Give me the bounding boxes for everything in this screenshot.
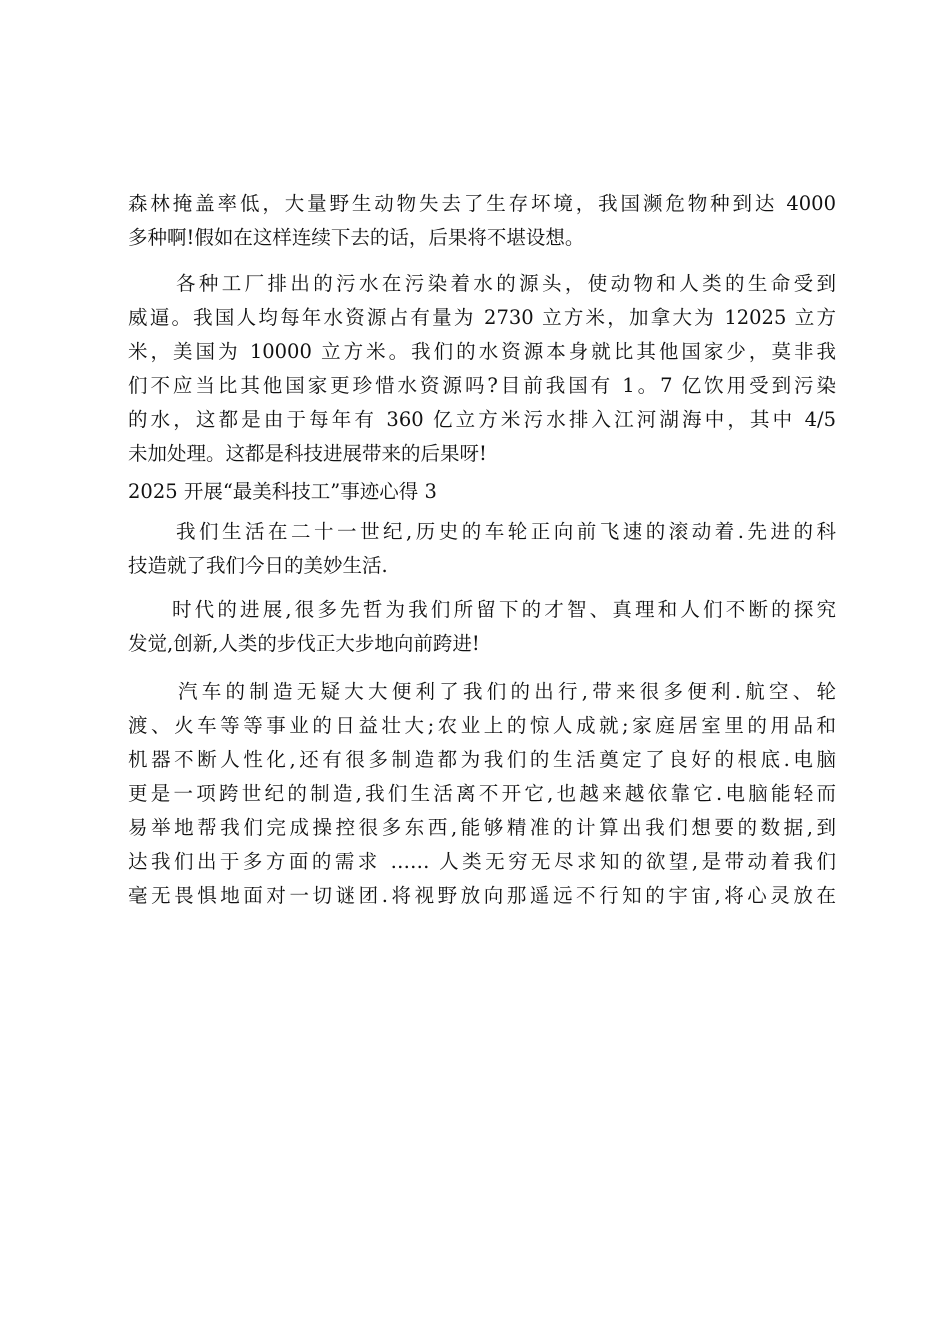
paragraph-line: 米，美国为 10000 立方米。我们的水资源本身就比其他国家少，莫非我 (128, 340, 836, 363)
paragraph-line: 达我们出于多方面的需求 …… 人类无穷无尽求知的欲望,是带动着我们 (128, 850, 836, 873)
paragraph-line: 的水，这都是由于每年有 360 亿立方米污水排入江河湖海中，其中 4/5 (128, 408, 836, 431)
paragraph-line: 毫无畏惧地面对一切谜团.将视野放向那遥远不行知的宇宙,将心灵放在 (128, 884, 836, 907)
paragraph-inventions (128, 675, 836, 913)
paragraph-line: 威逼。我国人均每年水资源占有量为 2730 立方米，加拿大为 12025 立方 (128, 306, 836, 329)
paragraph-line: 时代的进展,很多先哲为我们所留下的才智、真理和人们不断的探究 (172, 598, 836, 621)
paragraph-line: 发觉,创新,人类的步伐正大步地向前跨进! (128, 632, 480, 655)
paragraph-line: 技造就了我们今日的美妙生活. (128, 554, 388, 577)
paragraph-line: 各种工厂排出的污水在污染着水的源头，使动物和人类的生命受到 (176, 272, 836, 295)
paragraph-line: 未加处理。这都是科技进展带来的后果呀! (128, 442, 487, 465)
paragraph-line: 渡、火车等等事业的日益壮大;农业上的惊人成就;家庭居室里的用品和 (128, 714, 836, 737)
paragraph-line: 多种啊!假如在这样连续下去的话，后果将不堪设想。 (128, 226, 585, 249)
paragraph-line: 易举地帮我们完成操控很多东西,能够精准的计算出我们想要的数据,到 (128, 816, 836, 839)
paragraph-line: 森林掩盖率低，大量野生动物失去了生存坏境，我国濒危物种到达 4000 (128, 192, 836, 215)
paragraph-progress-of-era (128, 593, 836, 661)
paragraph-line: 们不应当比其他国家更珍惜水资源吗?目前我国有 1。7 亿饮用受到污染 (128, 374, 836, 397)
paragraph-water-pollution (128, 267, 836, 471)
document-body (128, 187, 836, 913)
section-heading: 2025 开展“最美科技工”事迹心得 3 (128, 480, 437, 503)
paragraph-21st-century (128, 515, 836, 583)
paragraph-line: 汽车的制造无疑大大便利了我们的出行,带来很多便利.航空、轮 (178, 680, 836, 703)
paragraph-line: 我们生活在二十一世纪,历史的车轮正向前飞速的滚动着.先进的科 (176, 520, 836, 543)
paragraph-line: 更是一项跨世纪的制造,我们生活离不开它,也越来越依靠它.电脑能轻而 (128, 782, 836, 805)
paragraph-endangered-species (128, 187, 836, 255)
paragraph-line: 机器不断人性化,还有很多制造都为我们的生活奠定了良好的根底.电脑 (128, 748, 836, 771)
